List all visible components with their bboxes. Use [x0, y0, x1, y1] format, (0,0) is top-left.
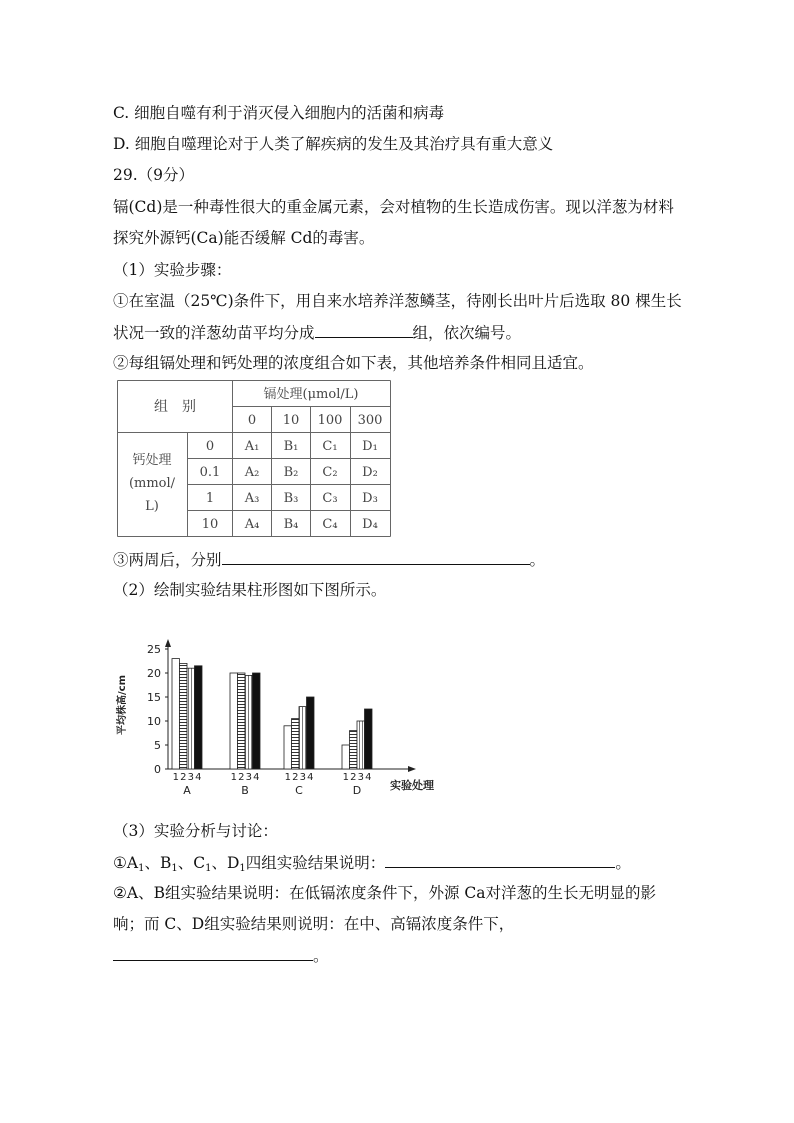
- y-tick-label: 5: [154, 739, 161, 752]
- table-cd-header: 镉处理(μmol/L): [263, 387, 359, 402]
- bar-A-2: [180, 663, 188, 769]
- analysis-2-line-2: 响；而 C、D组实验结果则说明：在中、高镉浓度条件下，: [113, 915, 515, 933]
- bar-D-3: [357, 721, 365, 769]
- answer-blank-measure[interactable]: [222, 549, 530, 565]
- bar-C-3: [299, 707, 307, 769]
- bar-number-label: 4: [307, 772, 314, 783]
- bar-A-1: [172, 659, 180, 769]
- analysis-2-line-1: ②A、B组实验结果说明：在低镉浓度条件下，外源 Ca对洋葱的生长无明显的影: [113, 884, 657, 902]
- treatment-table: [117, 380, 391, 537]
- bar-number-label: 3: [187, 772, 194, 783]
- group-label: D: [352, 784, 362, 797]
- table-ca-level: 0: [205, 439, 215, 454]
- table-cell: C₄: [322, 517, 338, 532]
- intro-line-1: 镉(Cd)是一种毒性很大的重金属元素，会对植物的生长造成伤害。现以洋葱为材料: [113, 198, 674, 216]
- bar-D-1: [342, 745, 350, 769]
- option-c: C. 细胞自噬有利于消灭侵入细胞内的活菌和病毒: [113, 104, 445, 122]
- bar-number-label: 2: [180, 772, 187, 783]
- table-cell: D₄: [362, 517, 378, 532]
- table-cell: D₂: [362, 465, 378, 480]
- table-cd-level: 300: [357, 413, 383, 428]
- section-2-heading: （2）绘制实验结果柱形图如下图所示。: [113, 581, 387, 599]
- table-cell: C₃: [322, 491, 338, 506]
- x-axis-arrow: [408, 766, 416, 772]
- y-axis-arrow: [165, 639, 171, 647]
- y-tick-label: 20: [147, 667, 161, 680]
- table-ca-level: 10: [201, 517, 219, 532]
- answer-blank-analysis-2[interactable]: [113, 945, 313, 961]
- bar-number-label: 3: [245, 772, 252, 783]
- bar-number-label: 4: [195, 772, 202, 783]
- table-ca-header-1: 钙处理: [132, 453, 172, 468]
- table-cell: A₂: [244, 465, 260, 480]
- table-cell: B₂: [283, 465, 299, 480]
- y-tick-label: 0: [154, 763, 161, 776]
- bar-D-4: [365, 709, 373, 769]
- bar-number-label: 4: [253, 772, 260, 783]
- y-axis-label: 平均株高/cm: [117, 675, 128, 735]
- x-axis-label: 实验处理: [390, 779, 434, 792]
- bar-number-label: 2: [350, 772, 357, 783]
- intro-line-2: 探究外源钙(Ca)能否缓解 Cd的毒害。: [113, 229, 375, 247]
- height-bar-chart: [112, 622, 442, 804]
- table-ca-level: 1: [205, 491, 215, 506]
- bar-A-3: [187, 668, 195, 769]
- bar-number-label: 1: [342, 772, 349, 783]
- bar-C-4: [307, 697, 315, 769]
- bar-C-1: [284, 726, 292, 769]
- y-tick-label: 10: [147, 715, 161, 728]
- bar-number-label: 1: [172, 772, 179, 783]
- bar-number-label: 3: [357, 772, 364, 783]
- bar-number-label: 2: [292, 772, 299, 783]
- bar-B-4: [253, 673, 261, 769]
- section-1-heading: （1）实验步骤：: [113, 261, 232, 279]
- y-tick-label: 25: [147, 643, 161, 656]
- table-cell: A₃: [244, 491, 260, 506]
- bar-number-label: 4: [365, 772, 372, 783]
- analysis-2-line-3: 。: [113, 945, 329, 966]
- table-cd-level: 10: [282, 413, 300, 428]
- table-ca-level: 0.1: [199, 465, 221, 480]
- table-cd-level: 100: [317, 413, 343, 428]
- bar-number-label: 3: [299, 772, 306, 783]
- table-cell: D₁: [362, 439, 378, 454]
- bar-number-label: 1: [284, 772, 291, 783]
- table-ca-header-3: L): [145, 499, 159, 514]
- answer-blank-groups[interactable]: [315, 322, 413, 338]
- step-1-line-1: ①在室温（25℃)条件下，用自来水培养洋葱鳞茎，待刚长出叶片后选取 80 棵生长: [113, 292, 682, 310]
- step-1-line-2: 状况一致的洋葱幼苗平均分成 组，依次编号。: [113, 324, 522, 342]
- bar-B-2: [238, 673, 246, 769]
- bar-number-label: 1: [230, 772, 237, 783]
- y-tick-label: 15: [147, 691, 161, 704]
- table-cell: A₁: [244, 439, 260, 454]
- bar-number-label: 2: [238, 772, 245, 783]
- table-cd-level: 0: [247, 413, 257, 428]
- bar-A-4: [195, 666, 203, 769]
- table-cell: D₃: [362, 491, 378, 506]
- section-3-heading: （3）实验分析与讨论：: [113, 822, 278, 840]
- table-group-header: 组 别: [154, 399, 196, 415]
- table-cell: B₄: [283, 517, 299, 532]
- step-2: ②每组镉处理和钙处理的浓度组合如下表，其他培养条件相同且适宜。: [113, 354, 594, 372]
- answer-blank-analysis-1[interactable]: [385, 852, 615, 868]
- bar-B-1: [230, 673, 238, 769]
- option-d: D. 细胞自噬理论对于人类了解疾病的发生及其治疗具有重大意义: [113, 135, 554, 153]
- analysis-1: $①A_1$、$B_1$、$C_1$、$D_1$四组实验结果说明： 。: [113, 854, 631, 874]
- group-label: B: [241, 784, 249, 797]
- bar-B-3: [245, 675, 253, 769]
- group-label: A: [183, 784, 191, 797]
- step-3: ③两周后，分别 。: [113, 551, 546, 569]
- bar-C-2: [292, 719, 300, 769]
- table-ca-header-2: (mmol/: [128, 476, 176, 491]
- bar-D-2: [350, 731, 358, 769]
- table-cell: B₁: [283, 439, 299, 454]
- table-cell: C₂: [322, 465, 338, 480]
- question-number: 29.（9分）: [113, 166, 195, 184]
- table-cell: B₃: [283, 491, 299, 506]
- table-cell: C₁: [322, 439, 338, 454]
- table-cell: A₄: [244, 517, 260, 532]
- group-label: C: [295, 784, 303, 797]
